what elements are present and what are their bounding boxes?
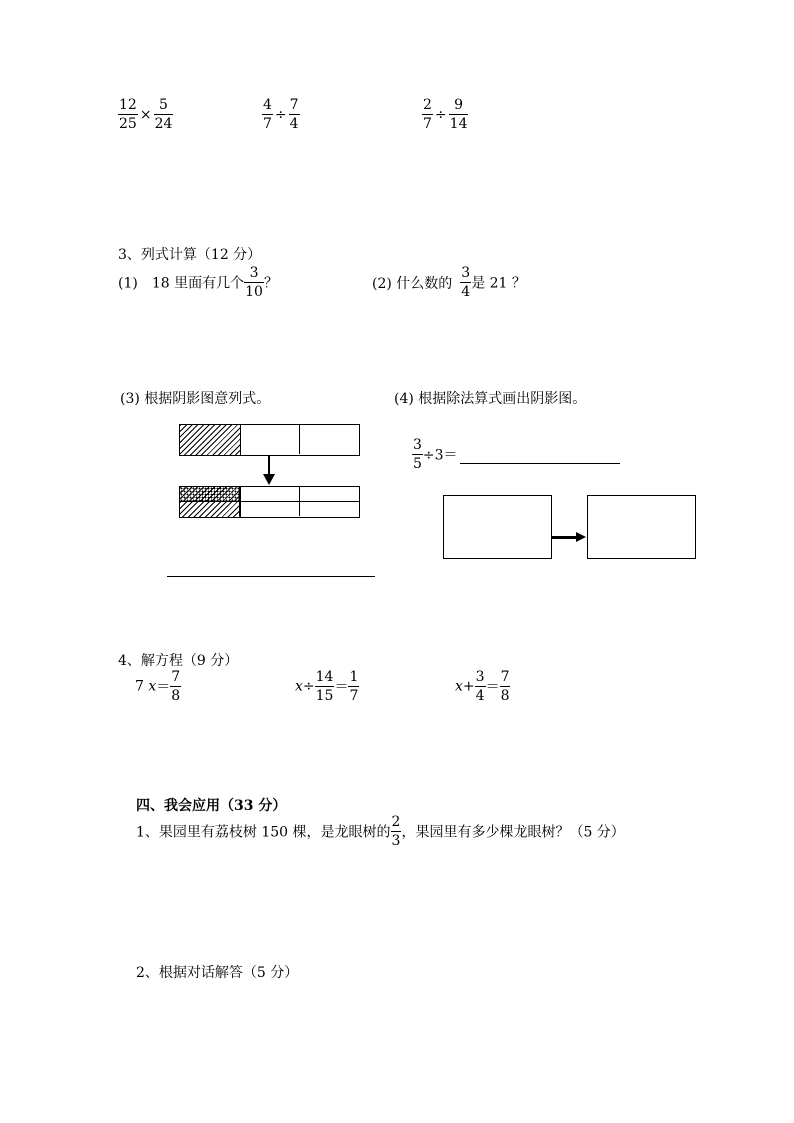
numerator: 14	[315, 669, 334, 685]
variable: x	[455, 678, 463, 695]
operator: ÷	[274, 106, 287, 123]
drawing-box-right[interactable]	[587, 495, 696, 559]
operator: +	[462, 678, 475, 695]
answer-line[interactable]	[460, 463, 620, 464]
denominator: 25	[119, 116, 137, 132]
denominator: 7	[263, 116, 272, 132]
application-question-2: 2、根据对话解答（5 分）	[136, 965, 299, 981]
denominator: 7	[423, 116, 432, 132]
numerator: 1	[349, 669, 359, 685]
numerator: 5	[154, 98, 174, 115]
numerator: 9	[449, 98, 469, 115]
denominator: 3	[391, 833, 401, 849]
denominator: 24	[154, 116, 173, 132]
drawing-box-left[interactable]	[443, 495, 552, 559]
equation-1	[135, 670, 181, 703]
fraction	[460, 266, 471, 299]
equals: ＝	[485, 679, 500, 696]
operator: ÷	[302, 678, 315, 695]
section-3-title: 3、列式计算（12 分）	[118, 247, 262, 263]
coefficient: 7	[135, 678, 144, 695]
down-arrow-icon	[263, 474, 275, 485]
question-text: (2) 什么数的	[372, 275, 453, 292]
calc-item-3	[422, 98, 468, 131]
division-expression	[412, 438, 458, 471]
fraction	[391, 815, 402, 848]
question-text: 是 21 ？	[471, 275, 526, 292]
denominator: 15	[315, 688, 334, 704]
denominator: 5	[413, 456, 422, 472]
question-text: 1、果园里有荔枝树 150 棵，是龙眼树的	[136, 824, 391, 841]
application-question-1	[136, 815, 625, 848]
denominator: 8	[500, 688, 510, 704]
numerator: 3	[244, 266, 264, 283]
equals: ＝	[156, 679, 171, 696]
top-bar-shaded-part	[179, 424, 241, 456]
fraction	[422, 98, 433, 131]
denominator: 10	[245, 284, 263, 300]
fraction	[154, 98, 174, 131]
answer-line[interactable]	[167, 576, 375, 577]
denominator: 4	[289, 116, 299, 132]
equals: ＝	[334, 679, 349, 696]
fraction	[262, 98, 273, 131]
denominator: 14	[449, 116, 468, 132]
right-arrow-icon	[576, 532, 586, 542]
fraction	[412, 438, 423, 471]
question-3-3: (3) 根据阴影图意列式。	[120, 391, 271, 407]
bottom-bar-shaded	[179, 501, 241, 518]
fraction	[315, 670, 335, 703]
equation-2	[295, 670, 359, 703]
denominator: 4	[475, 688, 485, 704]
calc-item-1	[118, 98, 173, 131]
numerator: 2	[423, 97, 432, 113]
denominator: 7	[349, 688, 359, 704]
operator: ×	[139, 106, 152, 123]
equation-3	[455, 670, 510, 703]
denominator: 4	[461, 284, 471, 300]
numerator: 4	[263, 97, 272, 113]
numerator: 2	[391, 814, 401, 830]
question-3-1	[118, 266, 278, 299]
fraction	[289, 98, 300, 131]
numerator: 7	[500, 669, 510, 685]
variable: x	[148, 678, 157, 695]
fraction	[170, 670, 181, 703]
expression-rest: ÷3＝	[422, 447, 458, 464]
fraction	[500, 670, 511, 703]
numerator: 12	[119, 97, 137, 113]
top-bar-divider	[299, 424, 300, 454]
question-3-4: (4) 根据除法算式画出阴影图。	[394, 391, 587, 407]
section-4-title: 4、解方程（9 分）	[118, 653, 239, 669]
fraction	[244, 266, 264, 299]
bottom-bar-midline	[239, 501, 359, 502]
numerator: 3	[475, 669, 485, 685]
numerator: 3	[461, 265, 471, 281]
denominator: 8	[171, 688, 181, 704]
part-4-title: 四、我会应用（33 分）	[136, 798, 287, 814]
question-text: (1) 18 里面有几个	[118, 275, 245, 292]
question-text: ？	[263, 275, 278, 292]
question-3-2	[372, 266, 526, 299]
calc-item-2	[262, 98, 300, 131]
question-text: ，果园里有多少棵龙眼树？（5 分）	[401, 824, 625, 841]
operator: ÷	[434, 106, 447, 123]
variable: x	[295, 678, 303, 695]
fraction	[348, 670, 359, 703]
numerator: 7	[289, 97, 299, 113]
fraction	[118, 98, 138, 131]
numerator: 7	[171, 669, 181, 685]
fraction	[475, 670, 486, 703]
numerator: 3	[413, 437, 422, 453]
fraction	[449, 98, 469, 131]
right-arrow-shaft	[552, 536, 578, 539]
